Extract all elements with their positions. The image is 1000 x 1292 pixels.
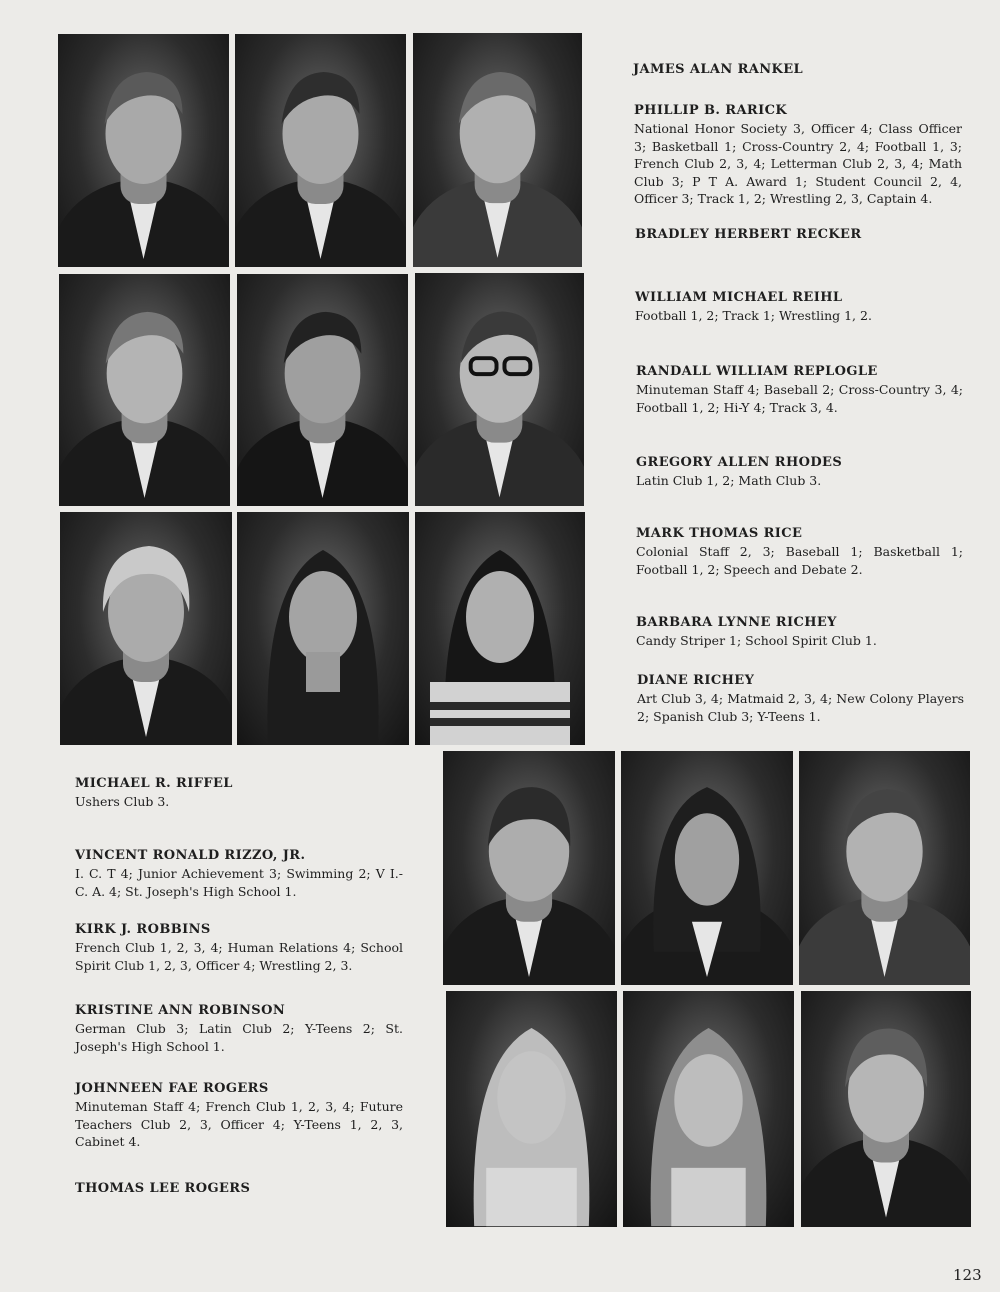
student-name: VINCENT RONALD RIZZO, JR.: [75, 848, 306, 863]
student-name: GREGORY ALLEN RHODES: [636, 455, 843, 470]
student-activities: Minuteman Staff 4; Baseball 2; Cross-Country 3, 4; Football 1, 2; Hi-Y 4; Track 3, 4.: [636, 382, 963, 415]
portrait-photo-1: [58, 34, 229, 267]
portrait-photo-8: [237, 512, 409, 745]
student-entry-replogle: [636, 364, 963, 416]
portrait-photo-15: [801, 991, 971, 1227]
student-entry-rizzo: [75, 848, 403, 900]
student-activities: French Club 1, 2, 3, 4; Human Relations 4; School Spirit Club 1, 2, 3, Officer 4; Wrestling 2, 3.: [75, 940, 403, 973]
student-name: KRISTINE ANN ROBINSON: [75, 1003, 286, 1018]
student-activities: I. C. T 4; Junior Achievement 3; Swimming 2; V I.-C. A. 4; St. Joseph's High School 1.: [75, 866, 403, 899]
portrait-photo-6: [415, 273, 584, 506]
student-entry-riffel: [75, 776, 403, 811]
portrait-photo-11: [621, 751, 793, 985]
portrait-photo-9: [415, 512, 585, 745]
student-entry-diane-richey: [637, 673, 964, 725]
student-entry-rankel: [633, 62, 963, 79]
portrait-photo-5: [237, 274, 408, 506]
student-entry-robinson: [75, 1003, 403, 1055]
student-activities: Candy Striper 1; School Spirit Club 1.: [636, 633, 877, 648]
portrait-photo-10: [443, 751, 615, 985]
student-name: KIRK J. ROBBINS: [75, 922, 211, 937]
student-name: MICHAEL R. RIFFEL: [75, 776, 233, 791]
student-name: RANDALL WILLIAM REPLOGLE: [636, 364, 878, 379]
student-activities: Football 1, 2; Track 1; Wrestling 1, 2.: [635, 308, 872, 323]
student-name: WILLIAM MICHAEL REIHL: [635, 290, 843, 305]
student-name: BRADLEY HERBERT RECKER: [635, 227, 862, 242]
portrait-photo-3: [413, 33, 582, 267]
student-activities: Minuteman Staff 4; French Club 1, 2, 3, 4; Future Teachers Club 2, 3, Officer 4; Y-Teens 1, 2, 3, Cabinet 4.: [75, 1099, 403, 1149]
portrait-photo-14: [623, 991, 794, 1227]
student-entry-robbins: [75, 922, 403, 974]
student-name: JOHNNEEN FAE ROGERS: [75, 1081, 269, 1096]
portrait-photo-4: [59, 274, 230, 506]
student-entry-barbara-richey: [636, 615, 963, 650]
student-entry-johnneen-rogers: [75, 1081, 403, 1151]
student-name: DIANE RICHEY: [637, 673, 755, 688]
student-entry-thomas-rogers: [75, 1181, 403, 1198]
student-name: PHILLIP B. RARICK: [634, 103, 788, 118]
student-activities: Ushers Club 3.: [75, 794, 170, 809]
student-entry-recker: [635, 227, 963, 244]
student-activities: Colonial Staff 2, 3; Baseball 1; Basketball 1; Football 1, 2; Speech and Debate 2.: [636, 544, 963, 577]
student-activities: National Honor Society 3, Officer 4; Class Officer 3; Basketball 1; Cross-Country 2, 4; Football 1, 3; French Club 2, 3, 4; Letterman Club 2, 3, 4; Math Club 3; P T A. Award 1; Student Council 2, 4, Officer 3; Track 1, 2; Wrestling 2, 3, Captain 4.: [634, 121, 962, 206]
student-name: MARK THOMAS RICE: [636, 526, 803, 541]
student-entry-rarick: [634, 103, 962, 208]
student-entry-rice: [636, 526, 963, 578]
student-activities: German Club 3; Latin Club 2; Y-Teens 2; St. Joseph's High School 1.: [75, 1021, 403, 1054]
student-entry-reihl: [635, 290, 963, 325]
page-number: 123: [953, 1266, 982, 1284]
portrait-photo-2: [235, 34, 406, 267]
portrait-photo-12: [799, 751, 970, 985]
student-entry-rhodes: [636, 455, 963, 490]
student-name: JAMES ALAN RANKEL: [633, 62, 804, 77]
portrait-photo-13: [446, 991, 617, 1227]
student-name: THOMAS LEE ROGERS: [75, 1181, 251, 1196]
student-name: BARBARA LYNNE RICHEY: [636, 615, 837, 630]
student-activities: Art Club 3, 4; Matmaid 2, 3, 4; New Colony Players 2; Spanish Club 3; Y-Teens 1.: [637, 691, 964, 724]
portrait-photo-7: [60, 512, 232, 745]
student-activities: Latin Club 1, 2; Math Club 3.: [636, 473, 822, 488]
